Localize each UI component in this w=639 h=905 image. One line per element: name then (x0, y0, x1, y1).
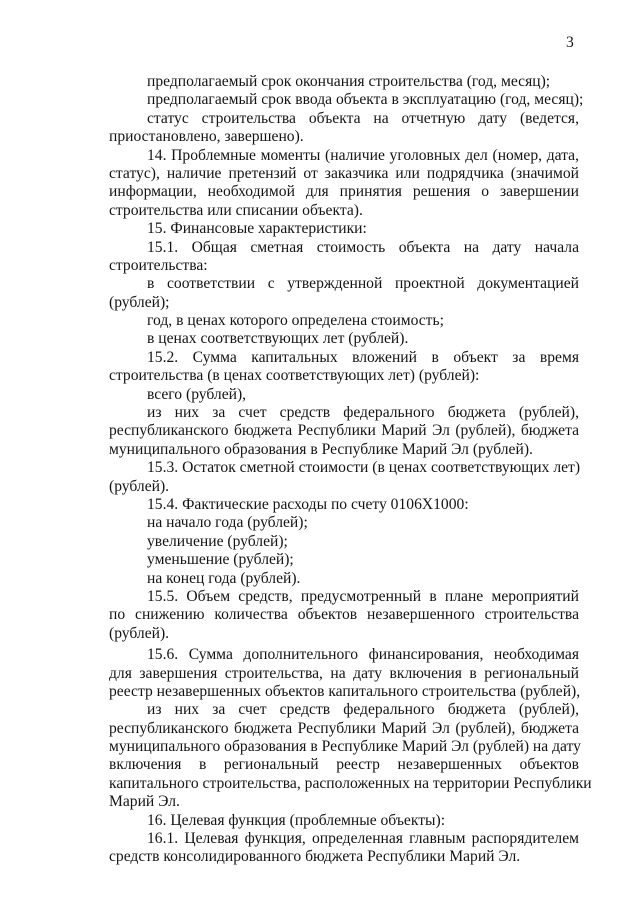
text-line: год, в ценах которого определена стоимость; (147, 312, 444, 330)
text-line: статус строительства объекта на отчетную дату (ведется, (147, 109, 579, 127)
text-line: республиканского бюджета Республики Марий Эл (рублей), бюджета (109, 422, 579, 440)
text-line: приостановлено, завершено). (109, 128, 304, 146)
text-line: 15.5. Объем средств, предусмотренный в плане мероприятий (147, 587, 579, 605)
text-line: 15.6. Сумма дополнительного финансирования, необходимая (147, 646, 579, 664)
text-line: на конец года (рублей). (147, 569, 301, 587)
text-line: информации, необходимой для принятия решения о завершении (109, 183, 579, 201)
document-body (109, 73, 592, 867)
text-line: строительства или списании объекта). (109, 201, 363, 219)
text-line: капитального строительства, расположенных на территории Республики (109, 774, 592, 792)
text-line: включения в региональный реестр незавершенных объектов (109, 756, 579, 774)
text-line: 16.1. Целевая функция, определенная главным распорядителем (147, 830, 579, 848)
text-line: 15.2. Сумма капитальных вложений в объект за время (147, 348, 579, 366)
text-line: 16. Целевая функция (проблемные объекты): (147, 811, 446, 829)
text-line: в соответствии с утвержденной проектной документацией (147, 275, 579, 293)
text-line: на начало года (рублей); (147, 514, 308, 532)
text-line: статус), наличие претензий от заказчика или подрядчика (значимой (109, 164, 579, 182)
text-line: 15.3. Остаток сметной стоимости (в ценах соответствующих лет) (147, 459, 581, 477)
text-line: увеличение (рублей); (147, 532, 288, 550)
text-line: (рублей). (109, 624, 170, 642)
text-line: для завершения строительства, на дату включения в региональный (109, 664, 579, 682)
page-number: 3 (566, 34, 574, 51)
text-line: по снижению количества объектов незавершенного строительства (109, 606, 579, 624)
text-line: 15.4. Фактические расходы по счету 0106Х1000: (147, 495, 469, 513)
text-line: всего (рублей), (147, 385, 247, 403)
text-line: уменьшение (рублей); (147, 551, 294, 569)
text-line: строительства (в ценах соответствующих лет) (рублей): (109, 367, 480, 385)
text-line: реестр незавершенных объектов капитального строительства (рублей), (109, 682, 581, 700)
text-line: (рублей). (109, 477, 170, 495)
text-line: республиканского бюджета Республики Марий Эл (рублей), бюджета (109, 719, 579, 737)
text-line: из них за счет средств федерального бюджета (рублей), (147, 404, 579, 422)
text-line: предполагаемый срок окончания строительства (год, месяц); (147, 73, 551, 90)
text-line: муниципального образования в Республике Марий Эл (рублей). (109, 440, 533, 458)
text-line: средств консолидированного бюджета Республики Марий Эл. (109, 848, 521, 866)
text-line: (рублей); (109, 293, 170, 311)
text-line: строительства: (109, 256, 208, 274)
text-line: в ценах соответствующих лет (рублей). (147, 330, 409, 348)
text-line: 14. Проблемные моменты (наличие уголовных дел (номер, дата, (147, 146, 579, 164)
text-line: 15.1. Общая сметная стоимость объекта на дату начала (147, 238, 579, 256)
text-line: Марий Эл. (109, 793, 180, 811)
text-line: муниципального образования в Республике Марий Эл (рублей) на дату (109, 738, 581, 756)
text-line: предполагаемый срок ввода объекта в эксплуатацию (год, месяц); (147, 91, 584, 109)
text-line: 15. Финансовые характеристики: (147, 220, 367, 238)
text-line: из них за счет средств федерального бюджета (рублей), (147, 701, 579, 719)
